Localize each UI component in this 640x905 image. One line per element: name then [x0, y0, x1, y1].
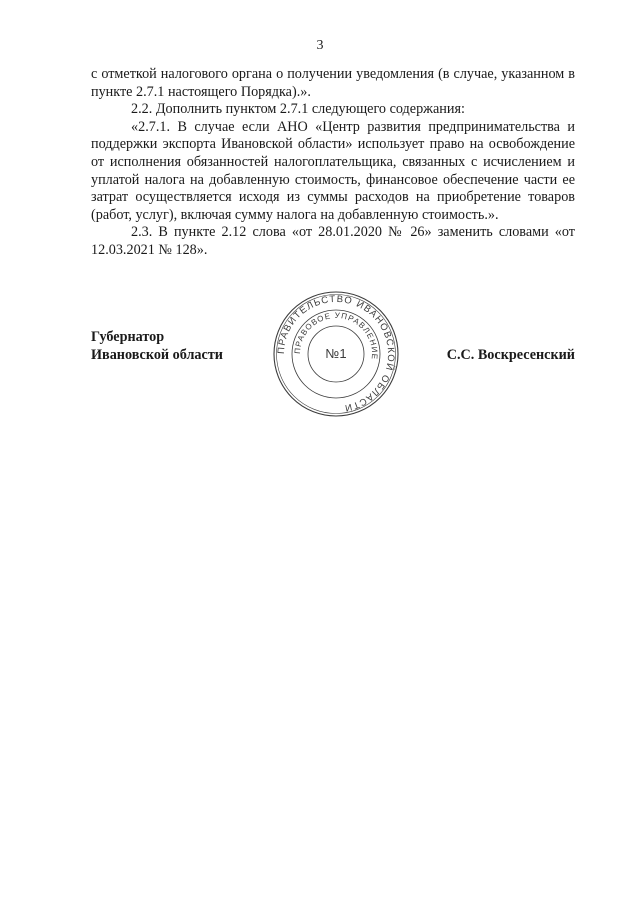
seal-inner-text: ПРАВОВОЕ УПРАВЛЕНИЕ [292, 310, 380, 361]
paragraph-continuation: с отметкой налогового органа о получении уведомления (в случае, указанном в пункте 2.7.1 настоящего Порядка).». [91, 66, 575, 100]
signatory-title-line-2: Ивановской области [91, 346, 223, 363]
signatory-title-line-1: Губернатор [91, 329, 165, 345]
paragraph-2-7-1: «2.7.1. В случае если АНО «Центр развития предпринимательства и поддержки экспорта Ивановской области» использует право на освобождение от исполнения обязанностей налогоплательщика, связанных с исчислением и уплатой налога на добавленную стоимость, финансовое обеспечение части ее затрат осуществляется исходя из суммы расходов на приобретение товаров (работ, услуг), включая сумму налога на добавленную стоимость.». [91, 118, 575, 223]
seal-number: №1 [325, 346, 347, 361]
page-number: 3 [316, 38, 324, 53]
paragraph-2-2: 2.2. Дополнить пунктом 2.7.1 следующего содержания: [131, 101, 465, 118]
document-body [91, 66, 575, 260]
paragraph-2-3: 2.3. В пункте 2.12 слова «от 28.01.2020 № 26» заменить словами «от 12.03.2021 № 128». [91, 224, 575, 258]
signatory-name: С.С. Воскресенский [446, 346, 575, 363]
seal-outer-text: ПРАВИТЕЛЬСТВО ИВАНОВСКОЙ ОБЛАСТИ [275, 293, 397, 414]
official-seal-stamp [272, 290, 400, 418]
signatory-title [91, 329, 223, 364]
